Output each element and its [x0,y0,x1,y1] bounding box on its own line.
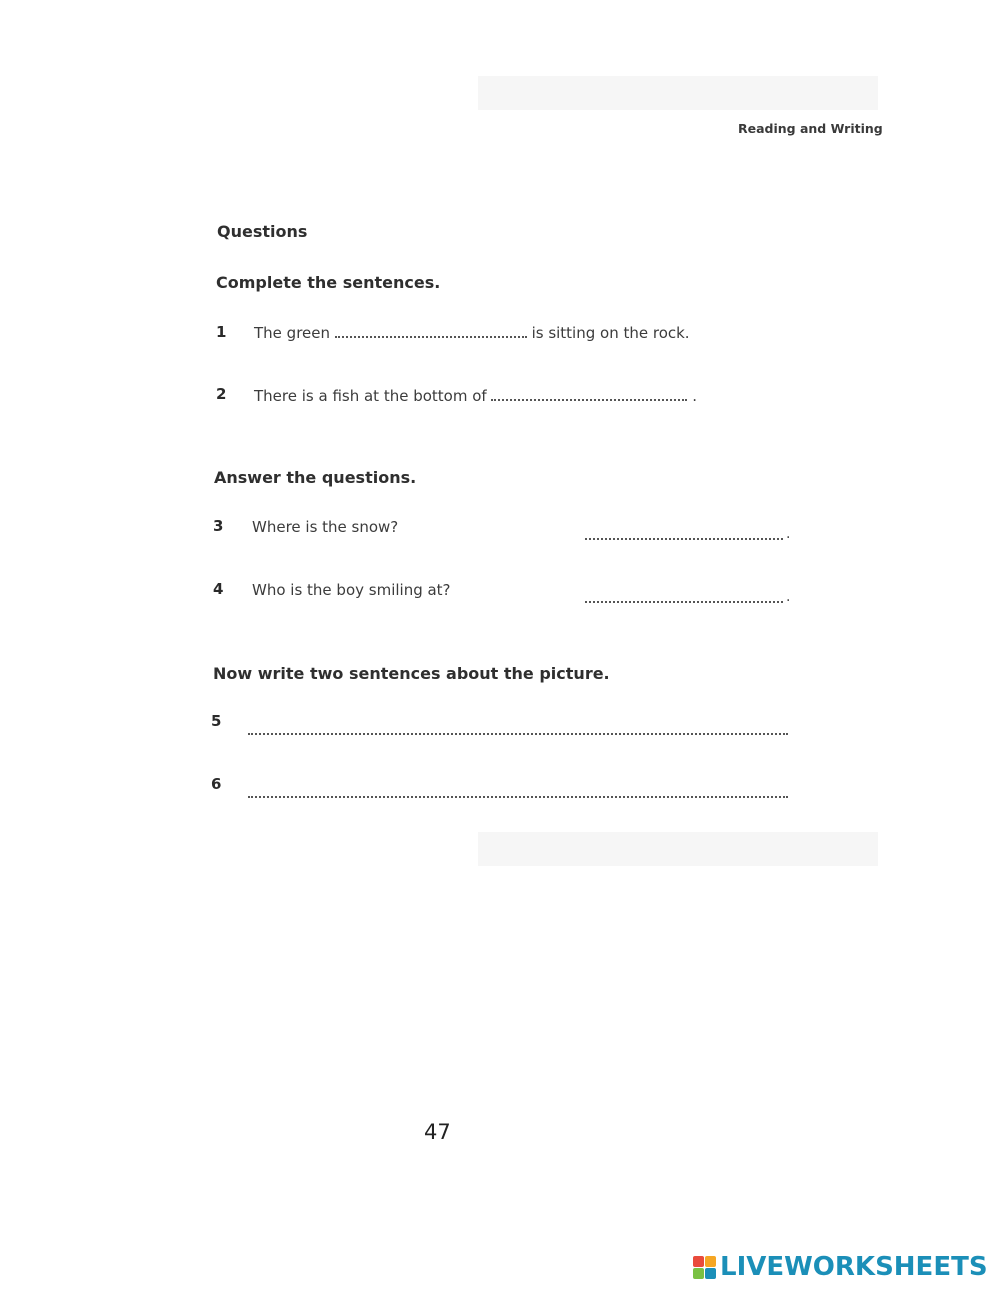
logo-grid-icon [693,1256,716,1279]
item-number-2: 2 [216,385,227,403]
item-6-answer-field[interactable] [248,796,788,798]
item-1-sentence [254,324,690,342]
item-1-text-after: is sitting on the rock. [531,324,690,342]
logo-square-blue [705,1268,716,1279]
item-2-blank[interactable] [491,387,687,401]
item-4-answer-field[interactable] [585,601,783,603]
item-3-answer-field[interactable] [585,538,783,540]
item-number-6: 6 [211,775,222,793]
logo-text: LIVEWORKSHEETS [720,1252,988,1282]
item-2-sentence [254,387,697,405]
liveworksheets-logo[interactable] [693,1252,988,1282]
item-3-period: . [786,526,791,542]
item-number-4: 4 [213,580,224,598]
instruction-write-sentences: Now write two sentences about the picture. [213,664,610,683]
questions-title: Questions [217,222,308,241]
item-number-5: 5 [211,712,222,730]
instruction-complete-sentences: Complete the sentences. [216,273,441,292]
page-number: 47 [424,1120,451,1144]
instruction-answer-questions: Answer the questions. [214,468,417,487]
item-number-1: 1 [216,323,227,341]
scan-shade-bottom [478,832,878,866]
item-2-text-after: . [692,387,698,405]
item-4-question: Who is the boy smiling at? [252,581,451,599]
item-2-text-before: There is a fish at the bottom of [254,387,487,405]
scan-shade-top [478,76,878,110]
logo-square-green [693,1268,704,1279]
item-1-blank[interactable] [335,324,527,338]
item-3-question: Where is the snow? [252,518,399,536]
section-title: Reading and Writing [738,121,883,136]
logo-square-red [693,1256,704,1267]
item-4-period: . [786,589,791,605]
item-1-text-before: The green [254,324,330,342]
item-5-answer-field[interactable] [248,733,788,735]
logo-square-orange [705,1256,716,1267]
item-number-3: 3 [213,517,224,535]
